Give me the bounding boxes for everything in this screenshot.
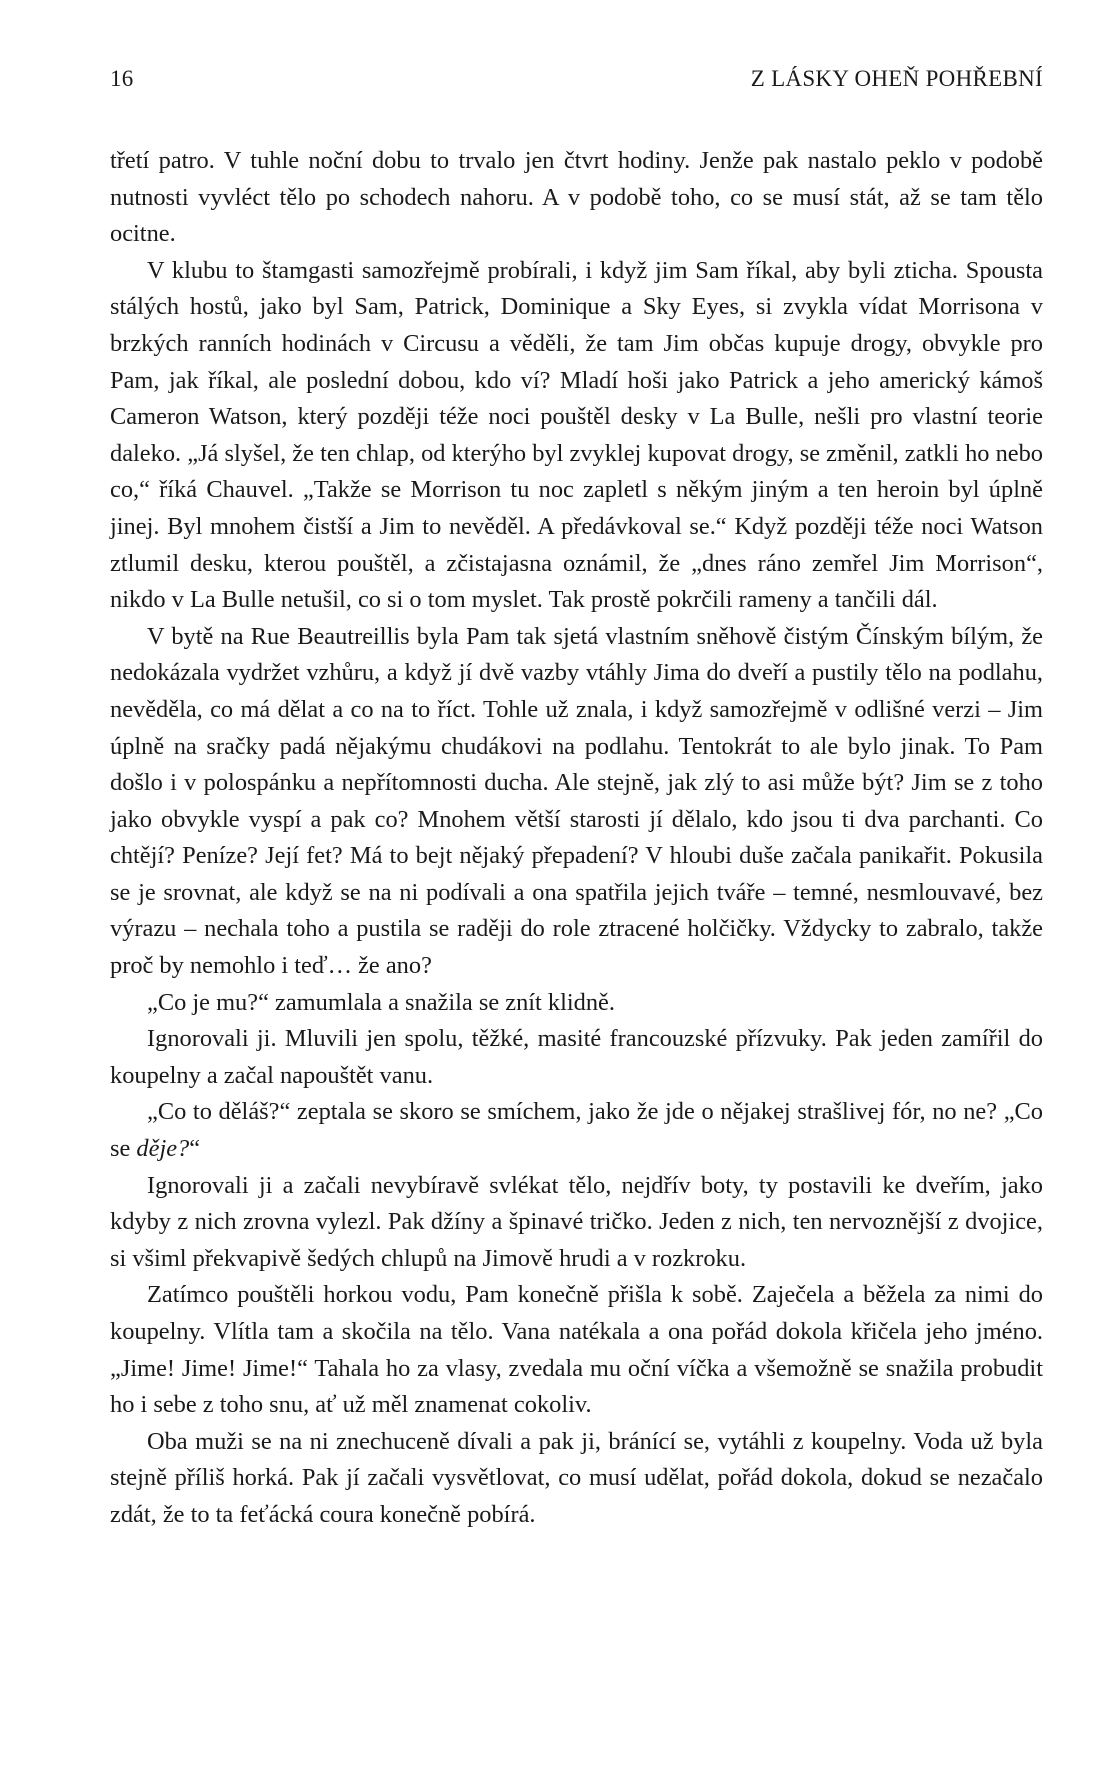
paragraph: třetí patro. V tuhle noční dobu to trvalo jen čtvrt hodiny. Jenže pak nastalo peklo v podobě nutnosti vyvléct tělo po schodech nahoru. A v podobě toho, co se musí stát, až se tam tělo ocitne. xyxy=(110,147,1043,248)
page-number: 16 xyxy=(110,66,134,91)
paragraph: V bytě na Rue Beautreillis byla Pam tak sjetá vlastním sněhově čistým Čínským bílým, že nedokázala vydržet vzhůru, a když jí dvě vazby vtáhly Jima do dveří a pustily tělo na podlahu, nevěděla, co má dělat a co na to říct. Tohle už znala, i když samozřejmě v odlišné verzi – Jim úplně na sračky padá nějakýmu chudákovi na podlahu. Tentokrát to ale bylo jinak. To Pam došlo i v polospánku a nepřítomnosti ducha. Ale stejně, jak zlý to asi může být? Jim se z toho jako obvykle vyspí a pak co? Mnohem větší starosti jí dělalo, kdo jsou ti dva parchanti. Co chtějí? Peníze? Její fet? Má to bejt nějaký přepadení? V hloubi duše začala panikařit. Pokusila se je srovnat, ale když se na ni podívali a ona spatřila jejich tváře – temné, nesmlouvavé, bez výrazu – nechala toho a pustila se raději do role ztracené holčičky. Vždycky to zabralo, takže proč by nemohlo i teď… že ano? xyxy=(110,622,1043,980)
body-text xyxy=(110,143,1043,1534)
paragraph: Ignorovali ji a začali nevybíravě svlékat tělo, nejdřív boty, ty postavili ke dveřím, jako kdyby z nich zrovna vylezl. Pak džíny a špinavé tričko. Jeden z nich, ten nervoznější z dvojice, si všiml překvapivě šedých chlupů na Jimově hrudi a v rozkroku. xyxy=(110,1171,1043,1272)
paragraph: „Co je mu?“ zamumlala a snažila se znít klidně. xyxy=(147,988,615,1016)
paragraph: Oba muži se na ni znechuceně dívali a pak ji, bránící se, vytáhli z koupelny. Voda už byla stejně příliš horká. Pak jí začali vysvětlovat, co musí udělat, pořád dokola, dokud se nezačalo zdát, že to ta feťácká coura konečně pobírá. xyxy=(110,1427,1043,1528)
italic-text: děje? xyxy=(136,1135,190,1163)
paragraph: Ignorovali ji. Mluvili jen spolu, těžké, masité francouzské přízvuky. Pak jeden zamířil do koupelny a začal napouštět vanu. xyxy=(110,1025,1043,1089)
running-header xyxy=(110,66,1043,106)
paragraph xyxy=(110,1094,1043,1167)
running-title: Z LÁSKY OHEŇ POHŘEBNÍ xyxy=(750,66,1043,91)
paragraph-text: „Co to děláš?“ zeptala se skoro se smíchem, jako že jde o nějakej strašlivej fór, no ne? „Co se xyxy=(110,1098,1043,1163)
closing-quote: “ xyxy=(189,1135,201,1163)
paragraph: V klubu to štamgasti samozřejmě probírali, i když jim Sam říkal, aby byli zticha. Spousta stálých hostů, jako byl Sam, Patrick, Dominique a Sky Eyes, si zvykla vídat Morrisona v brzkých ranních hodinách v Circusu a věděli, že tam Jim občas kupuje drogy, obvykle pro Pam, jak říkal, ale poslední dobou, kdo ví? Mladí hoši jako Patrick a jeho americký kámoš Cameron Watson, který později téže noci pouštěl desky v La Bulle, nešli pro vlastní teorie daleko. „Já slyšel, že ten chlap, od kterýho byl zvyklej kupovat drogy, se změnil, zatkli ho nebo co,“ říká Chauvel. „Takže se Morrison tu noc zapletl s někým jiným a ten heroin byl úplně jinej. Byl mnohem čistší a Jim to nevěděl. A předávkoval se.“ Když později téže noci Watson ztlumil desku, kterou pouštěl, a zčistajasna oznámil, že „dnes ráno zemřel Jim Morrison“, nikdo v La Bulle netušil, co si o tom myslet. Tak prostě pokrčili rameny a tančili dál. xyxy=(110,256,1043,614)
paragraph: Zatímco pouštěli horkou vodu, Pam konečně přišla k sobě. Zaječela a běžela za nimi do koupelny. Vlítla tam a skočila na tělo. Vana natékala a ona pořád dokola křičela jeho jméno. „Jime! Jime! Jime!“ Tahala ho za vlasy, zvedala mu oční víčka a všemožně se snažila probudit ho i sebe z toho snu, ať už měl znamenat cokoliv. xyxy=(110,1281,1043,1419)
